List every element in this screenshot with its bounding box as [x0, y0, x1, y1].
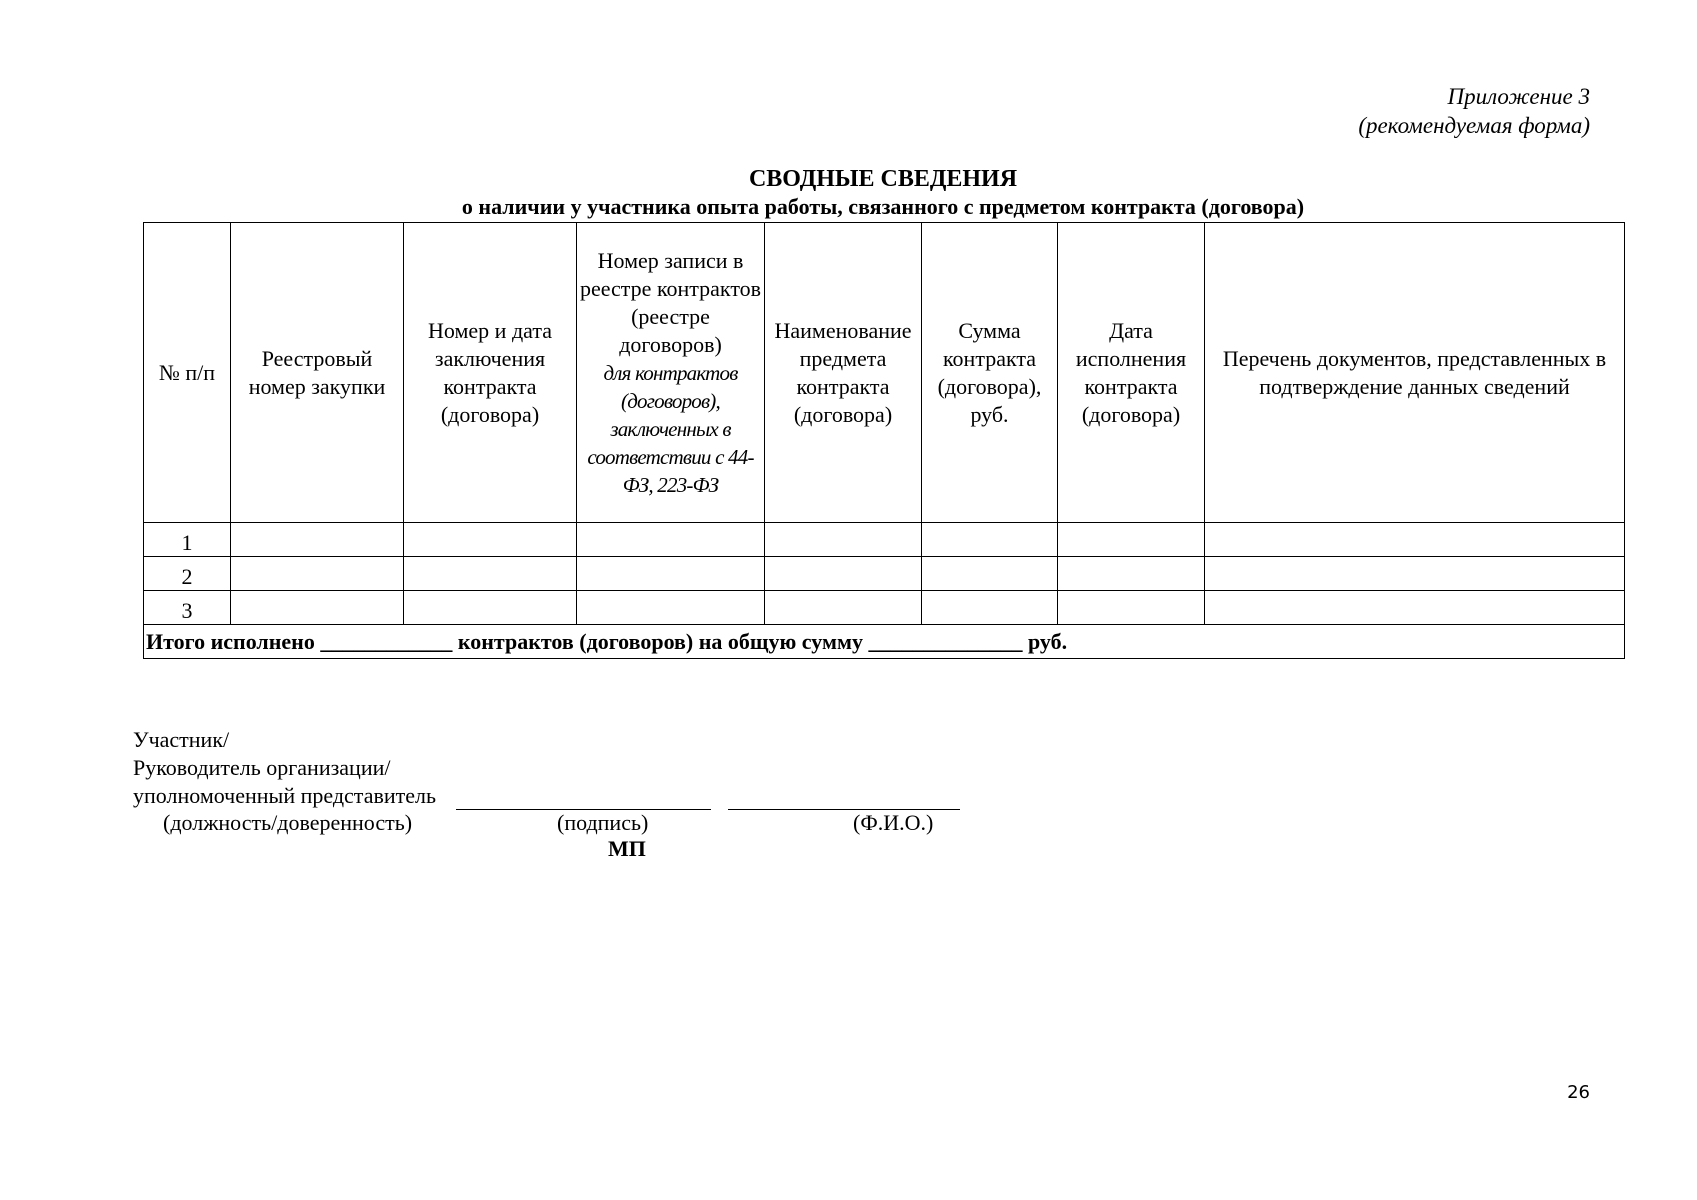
table-total-row: [144, 625, 1625, 659]
signer-role-line-2: Руководитель организации/: [133, 755, 391, 780]
caption-signature: (подпись): [557, 810, 649, 835]
title-main: СВОДНЫЕ СВЕДЕНИЯ: [748, 166, 1018, 192]
cell-contract-number-date[interactable]: [404, 591, 577, 625]
row-number: 2: [144, 557, 231, 591]
header-amount: Сумма контракта (договора), руб.: [922, 223, 1058, 523]
table-row: [144, 557, 1625, 591]
cell-registry-number[interactable]: [231, 591, 404, 625]
cell-documents-list[interactable]: [1205, 557, 1625, 591]
cell-contract-number-date[interactable]: [404, 557, 577, 591]
page-number: 26: [1567, 1082, 1590, 1103]
cell-documents-list[interactable]: [1205, 591, 1625, 625]
stamp-placeholder: МП: [608, 836, 646, 861]
header-registry-record-note: для контрактов (договоров), заключенных в соответствии с 44-ФЗ, 223-ФЗ: [587, 360, 754, 497]
cell-registry-number[interactable]: [231, 557, 404, 591]
header-execution-date: Дата исполнения контракта (договора): [1058, 223, 1205, 523]
caption-position: (должность/доверенность): [163, 810, 413, 835]
row-number: 1: [144, 523, 231, 557]
cell-execution-date[interactable]: [1058, 557, 1205, 591]
cell-amount[interactable]: [922, 557, 1058, 591]
cell-contract-number-date[interactable]: [404, 523, 577, 557]
document-title: [143, 165, 1623, 220]
header-row-number: № п/п: [144, 223, 231, 523]
cell-subject[interactable]: [765, 523, 922, 557]
cell-documents-list[interactable]: [1205, 523, 1625, 557]
cell-amount[interactable]: [922, 591, 1058, 625]
total-summary: Итого исполнено ____________ контрактов (договоров) на общую сумму ______________ руб.: [144, 625, 1625, 659]
cell-registry-record[interactable]: [577, 591, 765, 625]
appendix-form-type: (рекомендуемая форма): [1358, 113, 1590, 138]
header-registry-record-text: Номер записи в реестре контрактов (реестре договоров): [579, 247, 762, 357]
full-name-line[interactable]: [728, 787, 960, 810]
signer-role-line-3-row: [133, 782, 960, 810]
caption-full-name: (Ф.И.О.): [853, 810, 934, 835]
header-contract-number-date: Номер и дата заключения контракта (договора): [404, 223, 577, 523]
cell-registry-number[interactable]: [231, 523, 404, 557]
header-registry-record: [577, 223, 765, 523]
table-row: [144, 523, 1625, 557]
signature-line[interactable]: [456, 787, 711, 810]
cell-registry-record[interactable]: [577, 557, 765, 591]
title-subtitle: о наличии у участника опыта работы, связанного с предметом контракта (договора): [461, 194, 1305, 219]
header-subject: Наименование предмета контракта (договора): [765, 223, 922, 523]
table-header-row: [144, 223, 1625, 523]
cell-execution-date[interactable]: [1058, 523, 1205, 557]
row-number: 3: [144, 591, 231, 625]
appendix-number: Приложение 3: [1447, 84, 1590, 109]
cell-registry-record[interactable]: [577, 523, 765, 557]
signer-role-line-3: уполномоченный представитель: [133, 783, 437, 808]
cell-execution-date[interactable]: [1058, 591, 1205, 625]
signature-block: [133, 726, 960, 810]
table-row: [144, 591, 1625, 625]
cell-subject[interactable]: [765, 591, 922, 625]
header-registry-number: Реестровый номер закупки: [231, 223, 404, 523]
header-documents-list: Перечень документов, представленных в подтверждение данных сведений: [1205, 223, 1625, 523]
experience-table: [143, 222, 1625, 659]
cell-amount[interactable]: [922, 523, 1058, 557]
cell-subject[interactable]: [765, 557, 922, 591]
appendix-label: [1358, 82, 1590, 140]
signer-role-line-1: Участник/: [133, 727, 230, 752]
